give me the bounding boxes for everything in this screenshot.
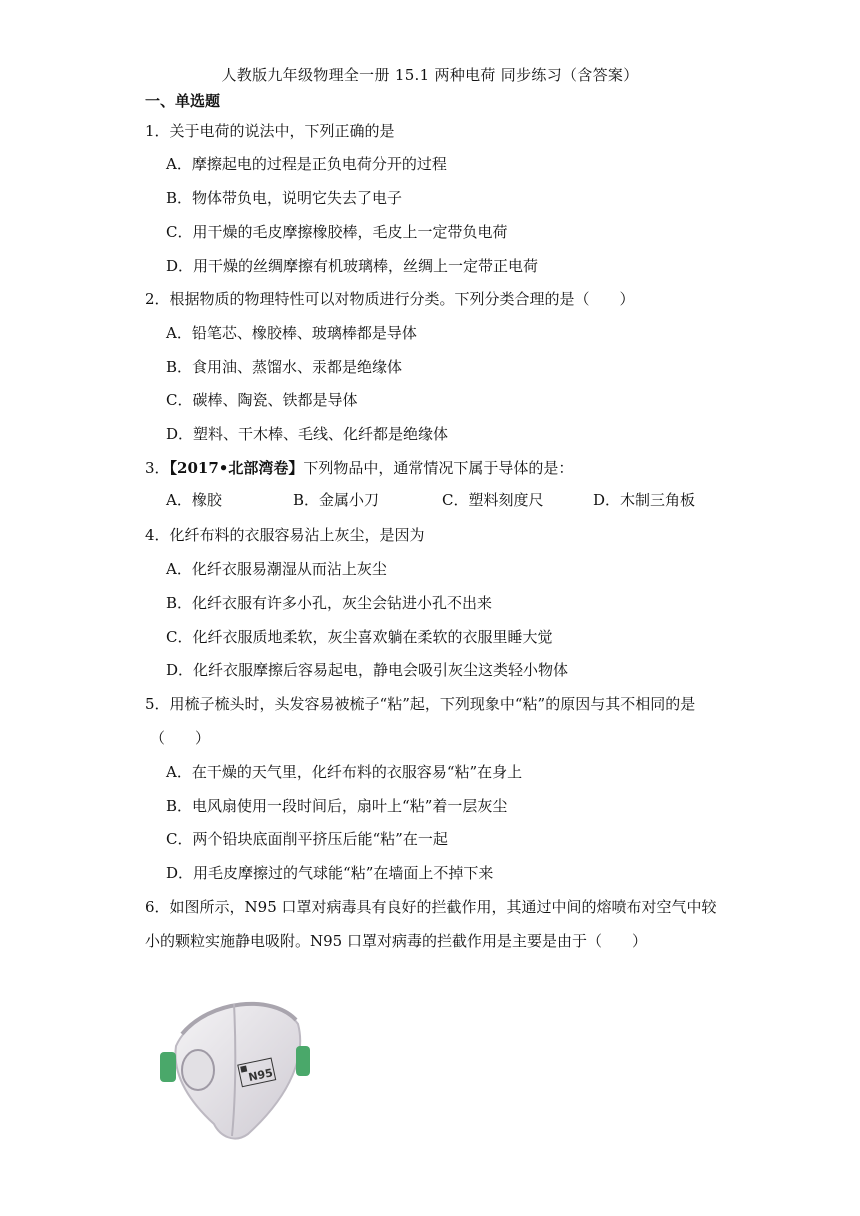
question-2-stem: 2．根据物质的物理特性可以对物质进行分类。下列分类合理的是（ ） (145, 290, 635, 308)
question-1-option-d: D．用干燥的丝绸摩擦有机玻璃棒，丝绸上一定带正电荷 (166, 257, 539, 275)
question-5-stem-line-2: （ ） (150, 729, 211, 747)
n95-mask-illustration (156, 984, 316, 1144)
question-3-text: 下列物品中，通常情况下属于导体的是： (303, 459, 574, 477)
question-1-stem: 1．关于电荷的说法中，下列正确的是 (145, 122, 395, 140)
question-3-option-b: B．金属小刀 (293, 491, 380, 509)
question-5-stem-line-1: 5．用梳子梳头时，头发容易被梳子“粘”起，下列现象中“粘”的原因与其不相同的是 (145, 695, 696, 713)
question-3-option-c: C．塑料刻度尺 (442, 491, 544, 509)
left-valve (182, 1050, 214, 1090)
section-heading: 一、单选题 (145, 92, 221, 110)
question-3-option-d: D．木制三角板 (593, 491, 696, 509)
question-3-number: 3． (145, 459, 170, 477)
question-1-option-a: A．摩擦起电的过程是正负电荷分开的过程 (166, 155, 447, 173)
question-2-option-d: D．塑料、干木棒、毛线、化纤都是绝缘体 (166, 425, 449, 443)
question-5-option-a: A．在干燥的天气里，化纤布料的衣服容易“粘”在身上 (166, 763, 523, 781)
question-1-option-c: C．用干燥的毛皮摩擦橡胶棒，毛皮上一定带负电荷 (166, 223, 508, 241)
left-strap-clip (160, 1052, 176, 1082)
right-strap-clip (296, 1046, 310, 1076)
document-title: 人教版九年级物理全一册 15.1 两种电荷 同步练习（含答案） (221, 66, 639, 84)
question-3-source-tag: 【2017•北部湾卷】 (169, 459, 304, 477)
question-4-option-c: C．化纤衣服质地柔软，灰尘喜欢躺在柔软的衣服里睡大觉 (166, 628, 553, 646)
svg-text:N95: N95 (247, 1066, 274, 1085)
question-4-option-b: B．化纤衣服有许多小孔，灰尘会钻进小孔不出来 (166, 594, 493, 612)
question-4-option-d: D．化纤衣服摩擦后容易起电，静电会吸引灰尘这类轻小物体 (166, 661, 569, 679)
question-4-option-a: A．化纤衣服易潮湿从而沾上灰尘 (166, 560, 387, 578)
question-5-option-d: D．用毛皮摩擦过的气球能“粘”在墙面上不掉下来 (166, 864, 494, 882)
question-5-option-c: C．两个铅块底面削平挤压后能“粘”在一起 (166, 830, 448, 848)
question-5-option-b: B．电风扇使用一段时间后，扇叶上“粘”着一层灰尘 (166, 797, 508, 815)
question-1-option-b: B．物体带负电，说明它失去了电子 (166, 189, 403, 207)
question-3-stem (145, 457, 573, 478)
question-6-stem-line-1: 6．如图所示，N95 口罩对病毒具有良好的拦截作用，其通过中间的熔喷布对空气中较 (145, 898, 717, 916)
question-2-option-a: A．铅笔芯、橡胶棒、玻璃棒都是导体 (166, 324, 417, 342)
question-3-option-a: A．橡胶 (166, 491, 222, 509)
n95-mask-figure (156, 984, 316, 1144)
question-4-stem: 4．化纤布料的衣服容易沾上灰尘，是因为 (145, 526, 425, 544)
question-6-stem-line-2: 小的颗粒实施静电吸附。N95 口罩对病毒的拦截作用是主要是由于（ ） (145, 932, 647, 950)
question-2-option-b: B．食用油、蒸馏水、汞都是绝缘体 (166, 358, 403, 376)
question-2-option-c: C．碳棒、陶瓷、铁都是导体 (166, 391, 358, 409)
